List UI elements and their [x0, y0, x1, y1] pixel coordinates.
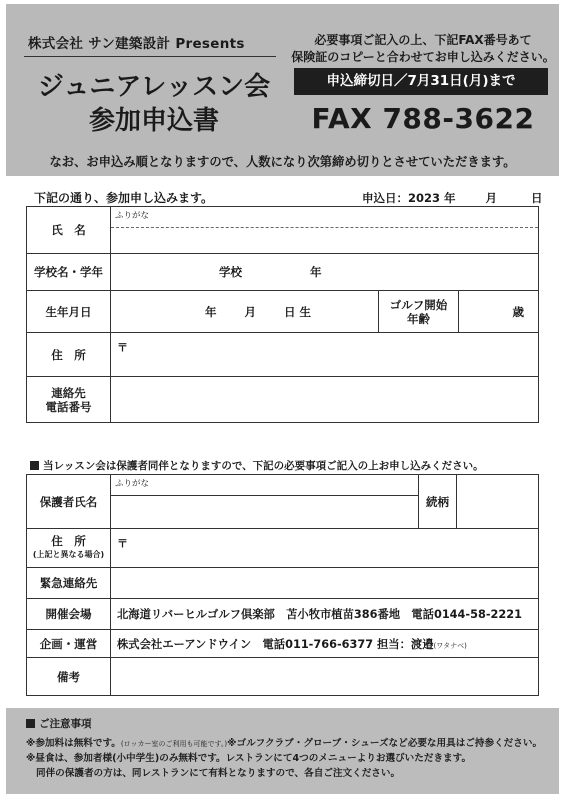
square-bullet-icon	[26, 719, 35, 728]
guardian-name-label: 保護者氏名	[27, 475, 111, 529]
school-unit: 学校	[219, 265, 242, 279]
name-field[interactable]	[111, 207, 539, 254]
school-label: 学校名・学年	[27, 254, 111, 291]
school-row	[27, 254, 539, 291]
birth-year-unit: 年	[205, 304, 217, 319]
relation-label: 続柄	[419, 475, 457, 529]
page-title: ジュニアレッスン会	[37, 72, 271, 102]
contact-label-line2: 電話番号	[45, 399, 92, 414]
guardian-section-heading	[30, 458, 484, 473]
contact-label-line1: 連絡先	[51, 385, 86, 400]
golf-start-age-label	[379, 291, 459, 333]
notes-title	[26, 716, 92, 731]
grade-unit: 年	[310, 265, 322, 279]
guardian-form-table	[26, 474, 539, 696]
address-label: 住 所	[27, 333, 111, 377]
furigana-label: ふりがな	[115, 211, 150, 221]
organizer-label: 企画・運営	[27, 630, 111, 658]
relation-field[interactable]	[457, 475, 539, 529]
address-field[interactable]	[111, 333, 539, 377]
contact-row	[27, 377, 539, 423]
birth-row	[27, 291, 539, 333]
name-row	[27, 207, 539, 254]
guardian-postal-mark: 〒	[117, 537, 128, 550]
instructions	[288, 32, 558, 66]
contact-field[interactable]	[111, 377, 539, 423]
birth-day-unit: 日 生	[284, 304, 312, 319]
address-row	[27, 333, 539, 377]
emergency-row	[27, 568, 539, 599]
notes-line-1b: ※ゴルフクラブ・グローブ・シューズなど必要な用具はご持参ください。	[227, 738, 543, 749]
organizer-row	[27, 630, 539, 658]
age-unit: 歳	[512, 304, 525, 319]
square-bullet-icon	[30, 461, 39, 470]
company-underline	[24, 56, 276, 57]
deadline-badge: 申込締切日／7月31日(月)まで	[294, 68, 548, 95]
guardian-address-label	[27, 529, 111, 568]
emergency-contact-label: 緊急連絡先	[27, 568, 111, 599]
birthdate-label: 生年月日	[27, 291, 111, 333]
guardian-address-label-text: 住 所	[51, 534, 86, 548]
form-lead-text: 下記の通り、参加申し込みます。	[34, 191, 214, 205]
guardian-row	[27, 475, 539, 529]
notes-line-1-small: (ロッカー室のご利用も可能です。)	[120, 740, 228, 748]
notes-title-text: ご注意事項	[39, 718, 92, 730]
golf-start-label-line1: ゴルフ開始	[389, 297, 448, 312]
emergency-contact-field[interactable]	[111, 568, 539, 599]
application-date	[362, 190, 543, 206]
notes-line-3: 同伴の保護者の方は、同レストランにて有料となりますので、各自ご注文ください。	[36, 768, 401, 779]
guardian-section-text: 当レッスン会は保護者同伴となりますので、下記の必要事項ご記入の上お申し込みください。	[43, 460, 484, 472]
notes-line-1	[26, 735, 542, 749]
furigana-divider	[111, 227, 538, 228]
fax-number: FAX 788-3622	[311, 102, 535, 135]
notes-footer	[6, 708, 559, 794]
name-label: 氏 名	[27, 207, 111, 254]
postal-mark: 〒	[117, 341, 128, 354]
company-name: 株式会社 サン建築設計 Presents	[28, 36, 245, 52]
contact-label	[27, 377, 111, 423]
instruction-line-1: 必要事項ご記入の上、下記FAX番号あて	[314, 33, 532, 47]
notes-line-2: ※昼食は、参加者様(小中学生)のみ無料です。レストランにて4つのメニューよりお選びいただきます。	[26, 753, 472, 764]
guardian-address-row	[27, 529, 539, 568]
participant-form-table	[26, 206, 539, 423]
instruction-line-2: 保険証のコピーと合わせてお申し込みください。	[291, 50, 555, 64]
remarks-label: 備考	[27, 658, 111, 696]
date-prefix: 申込日：2023 年	[362, 191, 456, 205]
venue-row	[27, 599, 539, 630]
venue-label: 開催会場	[27, 599, 111, 630]
notice-text: なお、お申込み順となりますので、人数になり次第締め切りとさせていただきます。	[49, 155, 516, 169]
guardian-name-field[interactable]	[111, 475, 419, 529]
page-subtitle: 参加申込書	[88, 106, 219, 136]
school-field[interactable]	[111, 254, 539, 291]
birthdate-field[interactable]	[111, 291, 379, 333]
organizer-text: 株式会社エーアンドウイン 電話011-766-6377 担当：渡邉	[117, 637, 434, 651]
remarks-field[interactable]	[111, 658, 539, 696]
notes-line-1a: ※参加料は無料です。	[26, 738, 121, 749]
header-band	[6, 4, 559, 176]
organizer-kana: (ワタナベ)	[433, 641, 467, 650]
venue-value: 北海道リバーヒルゴルフ倶楽部 苫小牧市植苗386番地 電話0144-58-2221	[111, 599, 539, 630]
guardian-address-note: (上記と異なる場合)	[32, 550, 105, 559]
remarks-row	[27, 658, 539, 696]
date-month-label: 月	[485, 191, 498, 205]
guardian-furigana-divider	[111, 495, 418, 496]
birth-month-unit: 月	[244, 304, 256, 319]
date-day-label: 日	[531, 191, 543, 205]
golf-start-age-field[interactable]	[459, 291, 539, 333]
golf-start-label-line2: 年齢	[407, 311, 430, 326]
organizer-value	[111, 630, 539, 658]
guardian-address-field[interactable]	[111, 529, 539, 568]
guardian-furigana-label: ふりがな	[115, 479, 150, 489]
